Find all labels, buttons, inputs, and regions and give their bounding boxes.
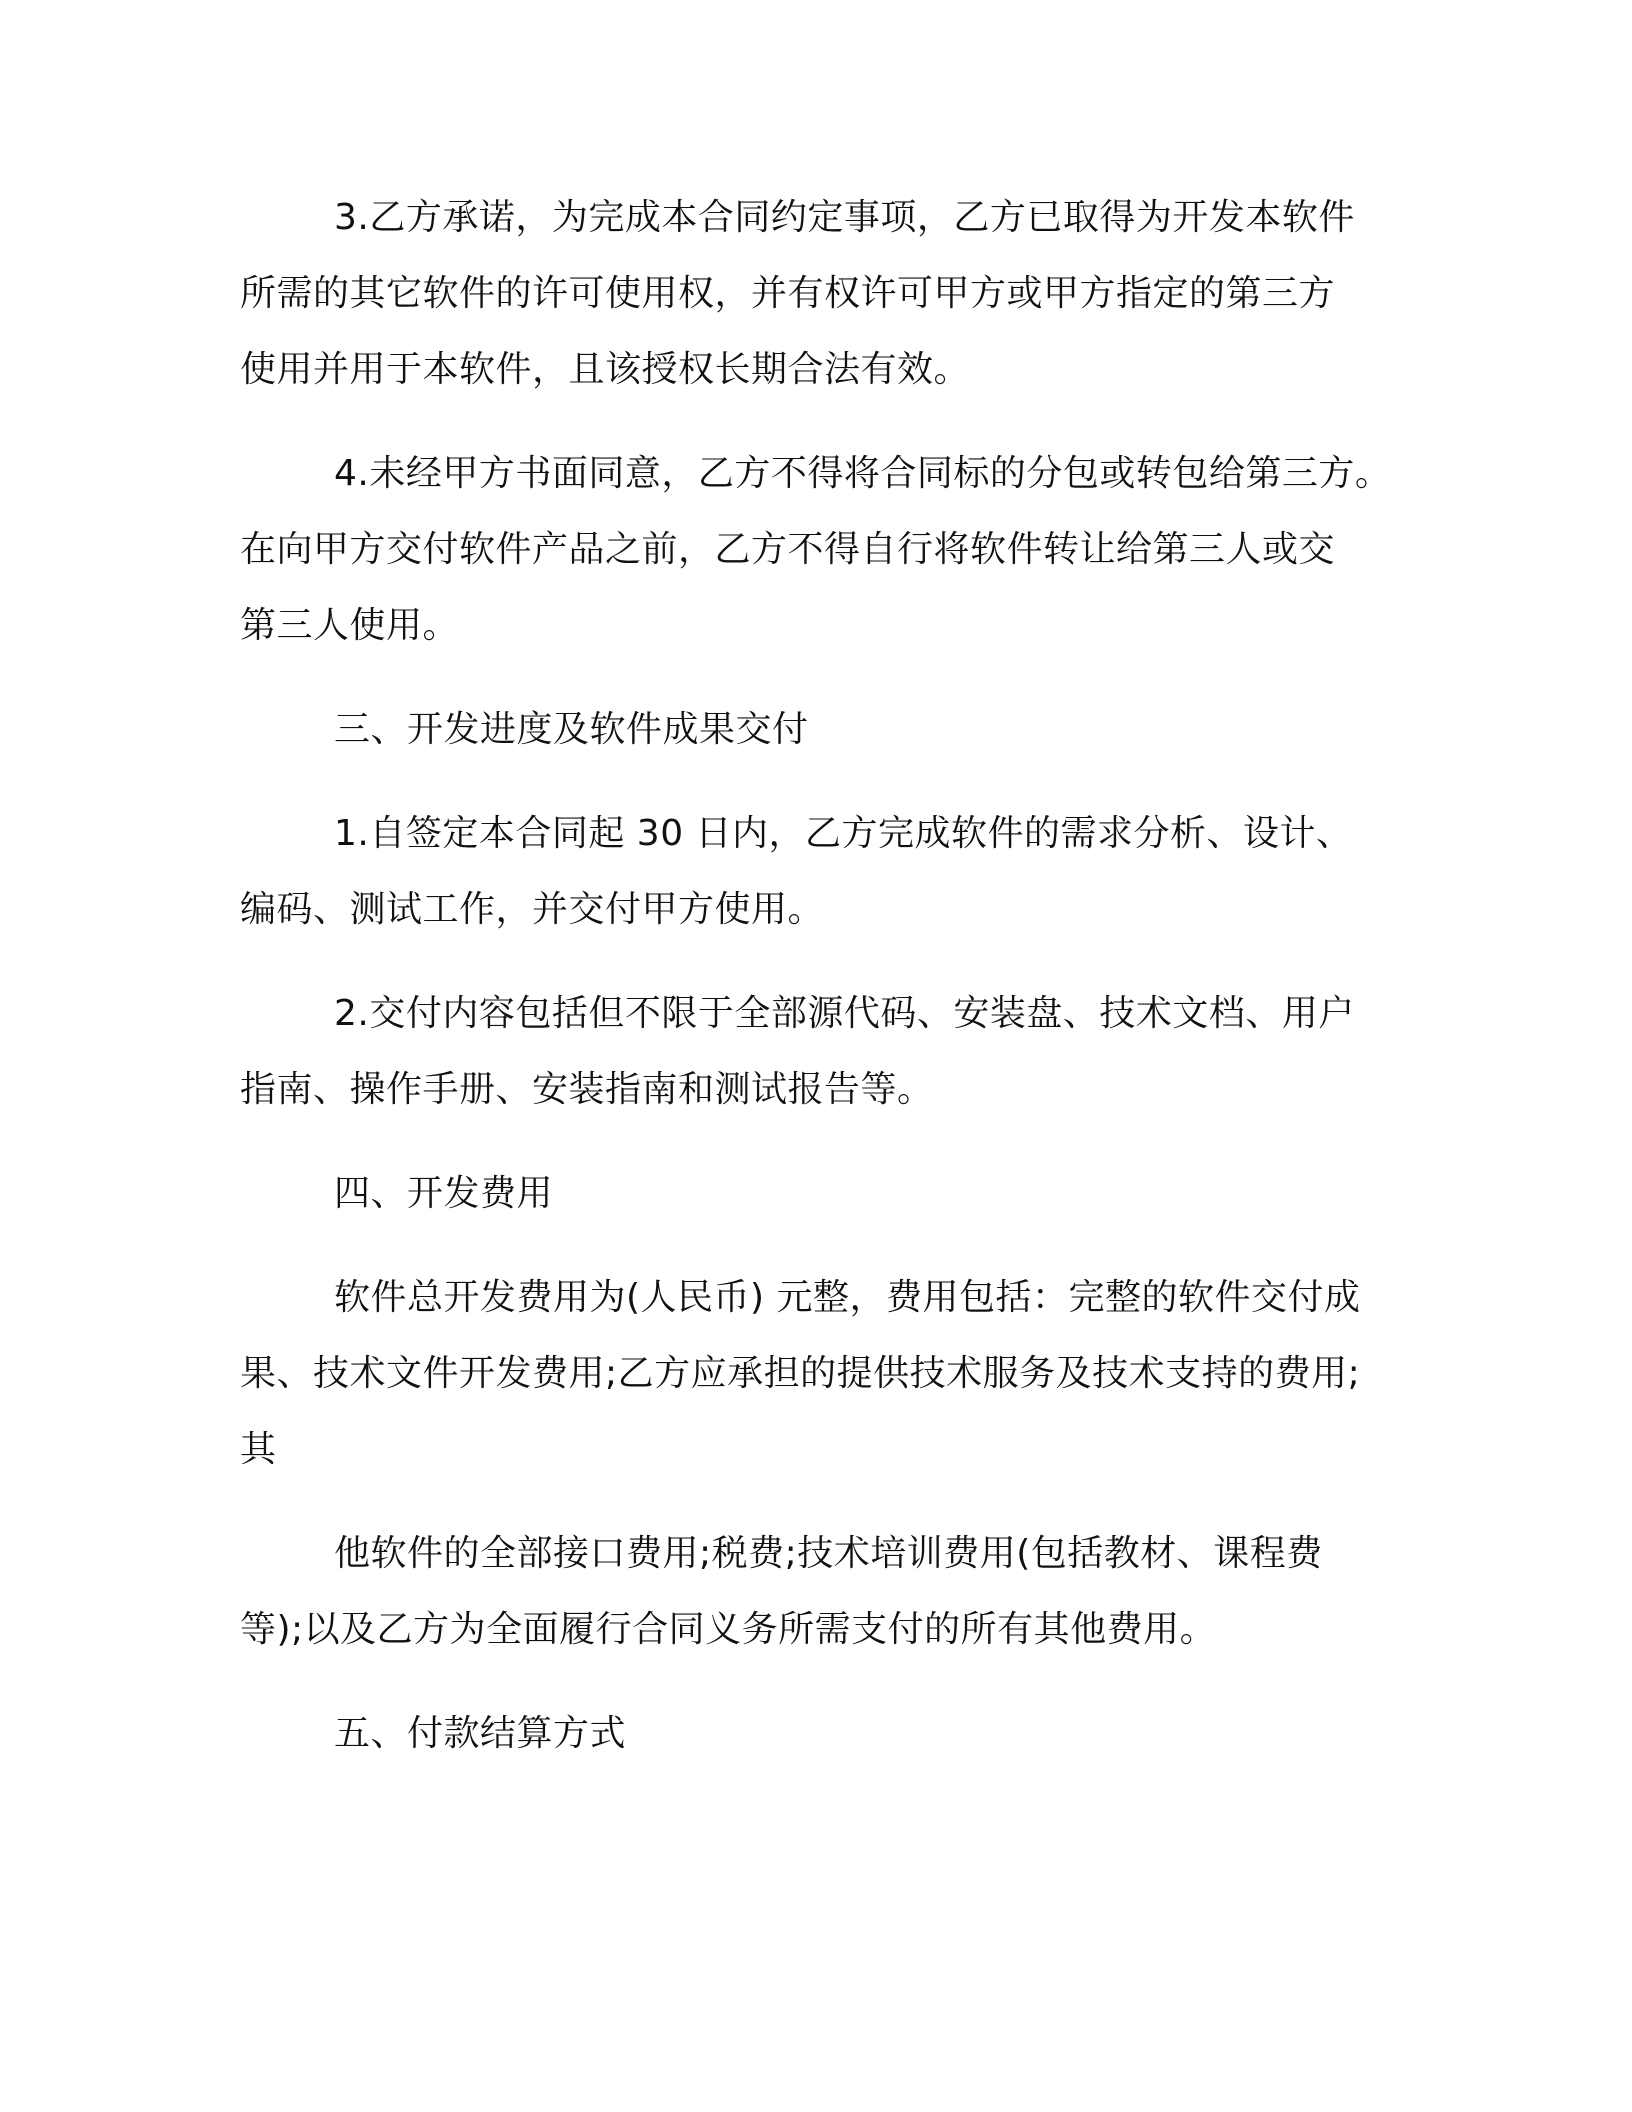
clause-3-line-3: 使用并用于本软件，且该授权长期合法有效。 (240, 349, 971, 390)
section-3-item-2-line-2: 指南、操作手册、安装指南和测试报告等。 (240, 1069, 934, 1110)
fees-cont-line-2: 等);以及乙方为全面履行合同义务所需支付的所有其他费用。 (240, 1609, 1217, 1650)
clause-4-line-2: 在向甲方交付软件产品之前，乙方不得自行将软件转让给第三人或交 (240, 529, 1336, 570)
section-4-heading: 四、开发费用 (334, 1173, 554, 1214)
fees-line-3: 其 (240, 1429, 277, 1470)
section-5-heading: 五、付款结算方式 (334, 1713, 627, 1754)
clause-4-line-3: 第三人使用。 (240, 605, 460, 646)
clause-3-line-1: 3.乙方承诺，为完成本合同约定事项，乙方已取得为开发本软件 (334, 197, 1355, 238)
section-3-item-1-line-2: 编码、测试工作，并交付甲方使用。 (240, 889, 825, 930)
section-3-item-2-line-1: 2.交付内容包括但不限于全部源代码、安装盘、技术文档、用户 (334, 993, 1355, 1034)
section-3-item-1-line-1: 1.自签定本合同起 30 日内，乙方完成软件的需求分析、设计、 (334, 813, 1353, 854)
fees-cont-line-1: 他软件的全部接口费用;税费;技术培训费用(包括教材、课程费 (334, 1533, 1323, 1574)
clause-3-line-2: 所需的其它软件的许可使用权，并有权许可甲方或甲方指定的第三方 (240, 273, 1336, 314)
fees-line-1: 软件总开发费用为(人民币) 元整，费用包括：完整的软件交付成 (334, 1277, 1361, 1318)
section-3-heading: 三、开发进度及软件成果交付 (334, 709, 809, 750)
fees-line-2: 果、技术文件开发费用;乙方应承担的提供技术服务及技术支持的费用; (240, 1353, 1361, 1394)
clause-4-line-1: 4.未经甲方书面同意，乙方不得将合同标的分包或转包给第三方。 (334, 453, 1392, 494)
